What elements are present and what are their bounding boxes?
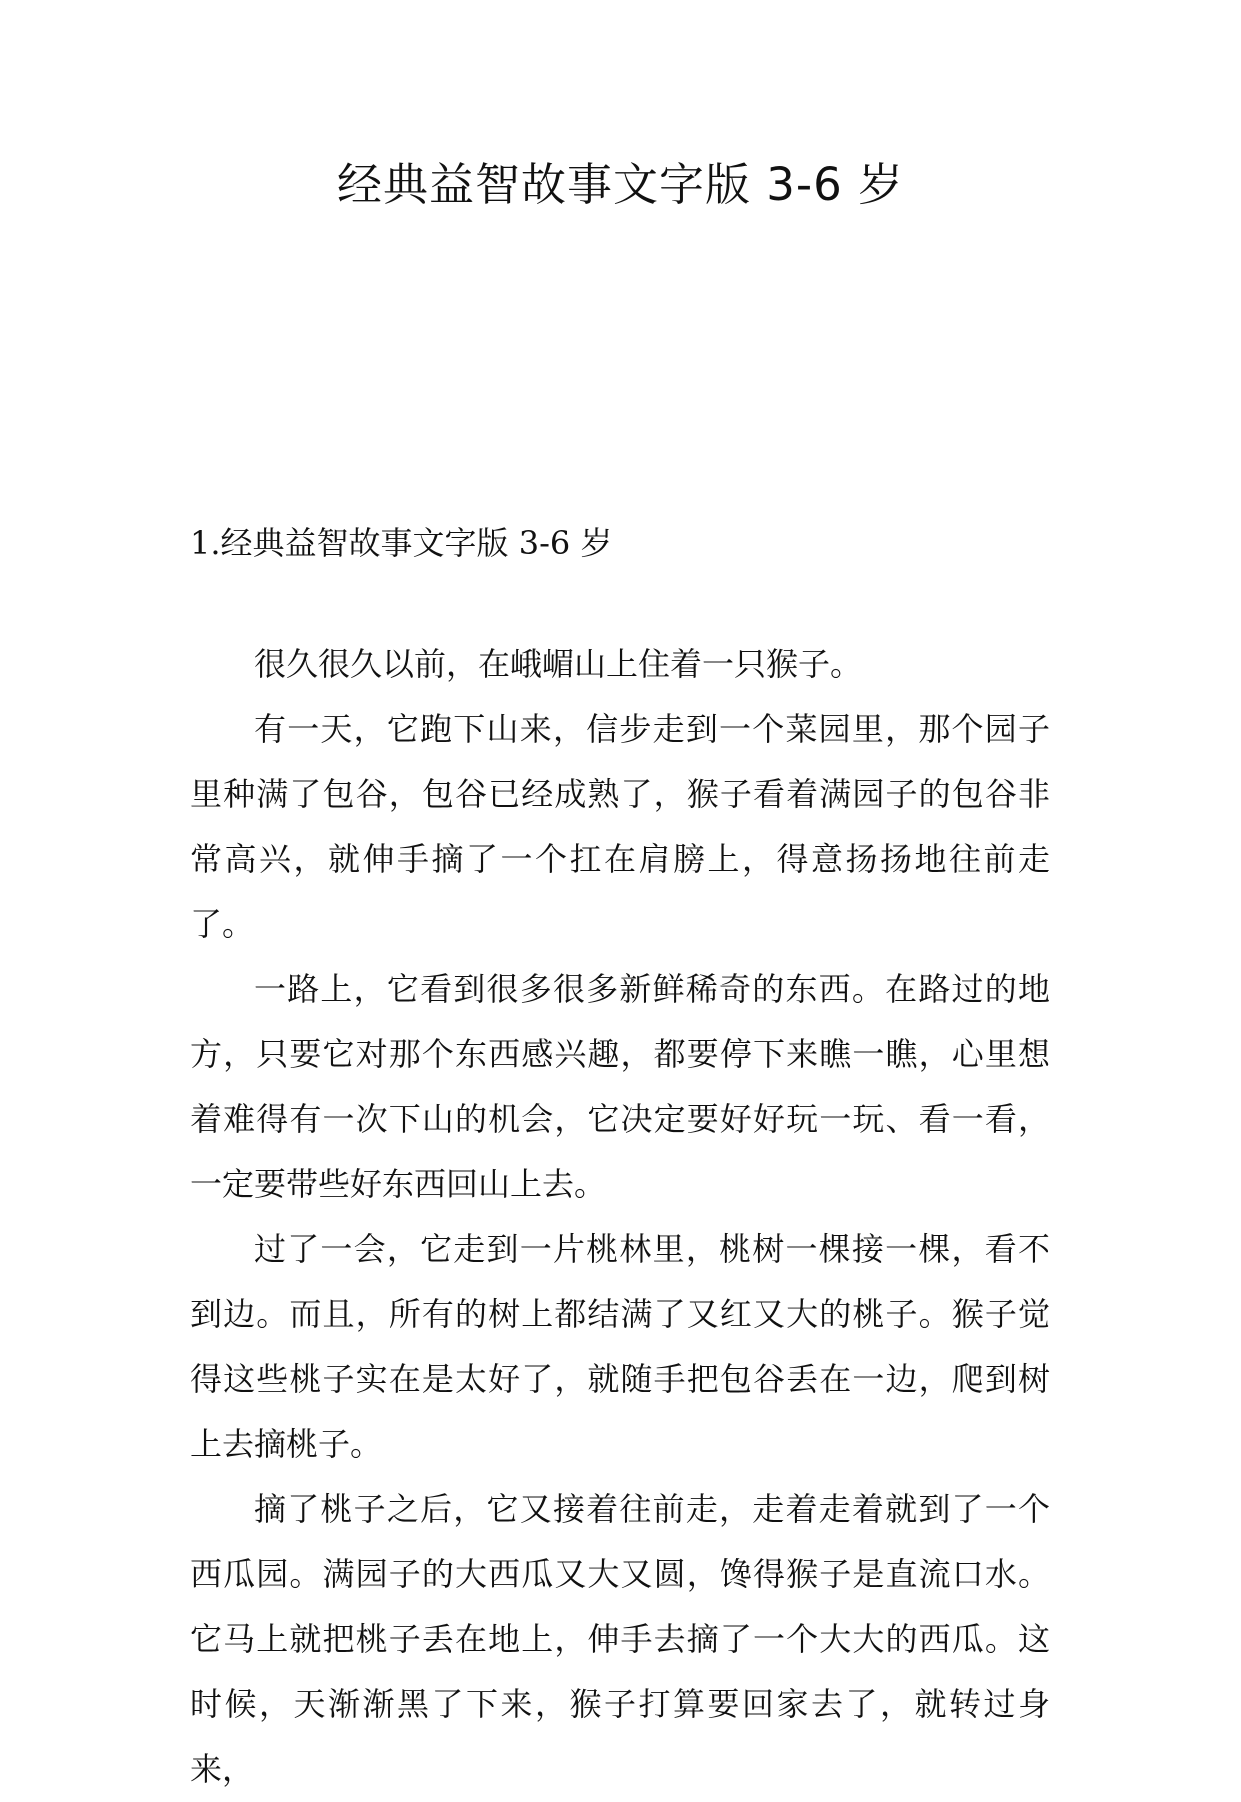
story-body: [190, 632, 1050, 1802]
paragraph: 一路上，它看到很多很多新鲜稀奇的东西。在路过的地方，只要它对那个东西感兴趣，都要停下来瞧一瞧，心里想着难得有一次下山的机会，它决定要好好玩一玩、看一看，一定要带些好东西回山上去。: [190, 970, 1050, 1203]
document-title: 经典益智故事文字版 3-6 岁: [336, 158, 905, 211]
paragraph: 有一天，它跑下山来，信步走到一个菜园里，那个园子里种满了包谷，包谷已经成熟了，猴子看着满园子的包谷非常高兴，就伸手摘了一个扛在肩膀上，得意扬扬地往前走了。: [190, 710, 1050, 943]
paragraph: 过了一会，它走到一片桃林里，桃树一棵接一棵，看不到边。而且，所有的树上都结满了又红又大的桃子。猴子觉得这些桃子实在是太好了，就随手把包谷丢在一边，爬到树上去摘桃子。: [190, 1230, 1050, 1463]
paragraph: 很久很久以前，在峨嵋山上住着一只猴子。: [254, 645, 863, 683]
section-heading: 1.经典益智故事文字版 3-6 岁: [190, 524, 613, 562]
paragraph: 摘了桃子之后，它又接着往前走，走着走着就到了一个西瓜园。满园子的大西瓜又大又圆，馋得猴子是直流口水。它马上就把桃子丢在地上，伸手去摘了一个大大的西瓜。这时候，天渐渐黑了下来，猴子打算要回家去了，就转过身来，: [190, 1490, 1050, 1788]
